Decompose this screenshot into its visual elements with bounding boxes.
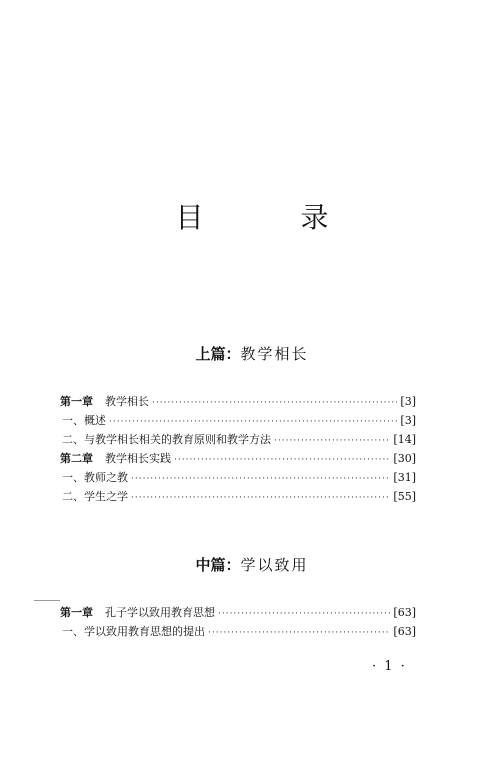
toc-title: 目 录 [175,201,373,234]
part-prefix: 上篇 [195,345,226,363]
toc-entry-chapter[interactable] [60,449,416,468]
toc-entry-section[interactable] [60,487,416,506]
page-ref: [14] [393,433,416,446]
page-ref: [3] [400,414,416,427]
toc-section-upper [60,392,416,506]
page-ref: [30] [393,452,416,465]
dot-leader [208,624,390,643]
entry-title: 一、学以致用教育思想的提出 [62,625,205,638]
part-name: 学以致用 [240,556,309,574]
dot-leader [174,451,390,470]
page-number: · 1 · [372,659,407,674]
entry-title: 二、与教学相长相关的教育原则和教学方法 [62,433,271,446]
chapter-label: 第二章 [60,452,93,465]
dot-leader [131,489,390,508]
toc-entry-section[interactable] [60,468,416,487]
part-heading-upper [0,343,504,364]
toc-entry-chapter[interactable] [60,392,416,411]
toc-entry-section[interactable] [60,430,416,449]
part-heading-middle [0,554,504,575]
dot-leader [274,432,390,451]
part-prefix: 中篇 [195,556,226,574]
entry-title: 一、概述 [62,414,106,427]
toc-entry-section[interactable] [60,411,416,430]
dot-leader [131,470,390,489]
entry-title: 教学相长 [105,395,149,408]
chapter-label: 第一章 [60,606,93,619]
dot-leader [218,605,390,624]
toc-entry-chapter[interactable] [60,603,416,622]
dot-leader [152,394,397,413]
chapter-label: 第一章 [60,395,93,408]
divider-mark [34,600,60,601]
toc-entry-section[interactable] [60,622,416,641]
entry-title: 二、学生之学 [62,490,128,503]
part-name: 教学相长 [240,345,309,363]
part-colon: ： [225,345,241,363]
entry-title: 一、教师之教 [62,471,128,484]
entry-title: 教学相长实践 [105,452,171,465]
page-ref: [63] [393,625,416,638]
page-ref: [63] [393,606,416,619]
entry-title: 孔子学以致用教育思想 [105,606,215,619]
page-ref: [55] [393,490,416,503]
page-ref: [31] [393,471,416,484]
toc-section-middle [60,603,416,641]
part-colon: ： [225,556,241,574]
page-ref: [3] [400,395,416,408]
